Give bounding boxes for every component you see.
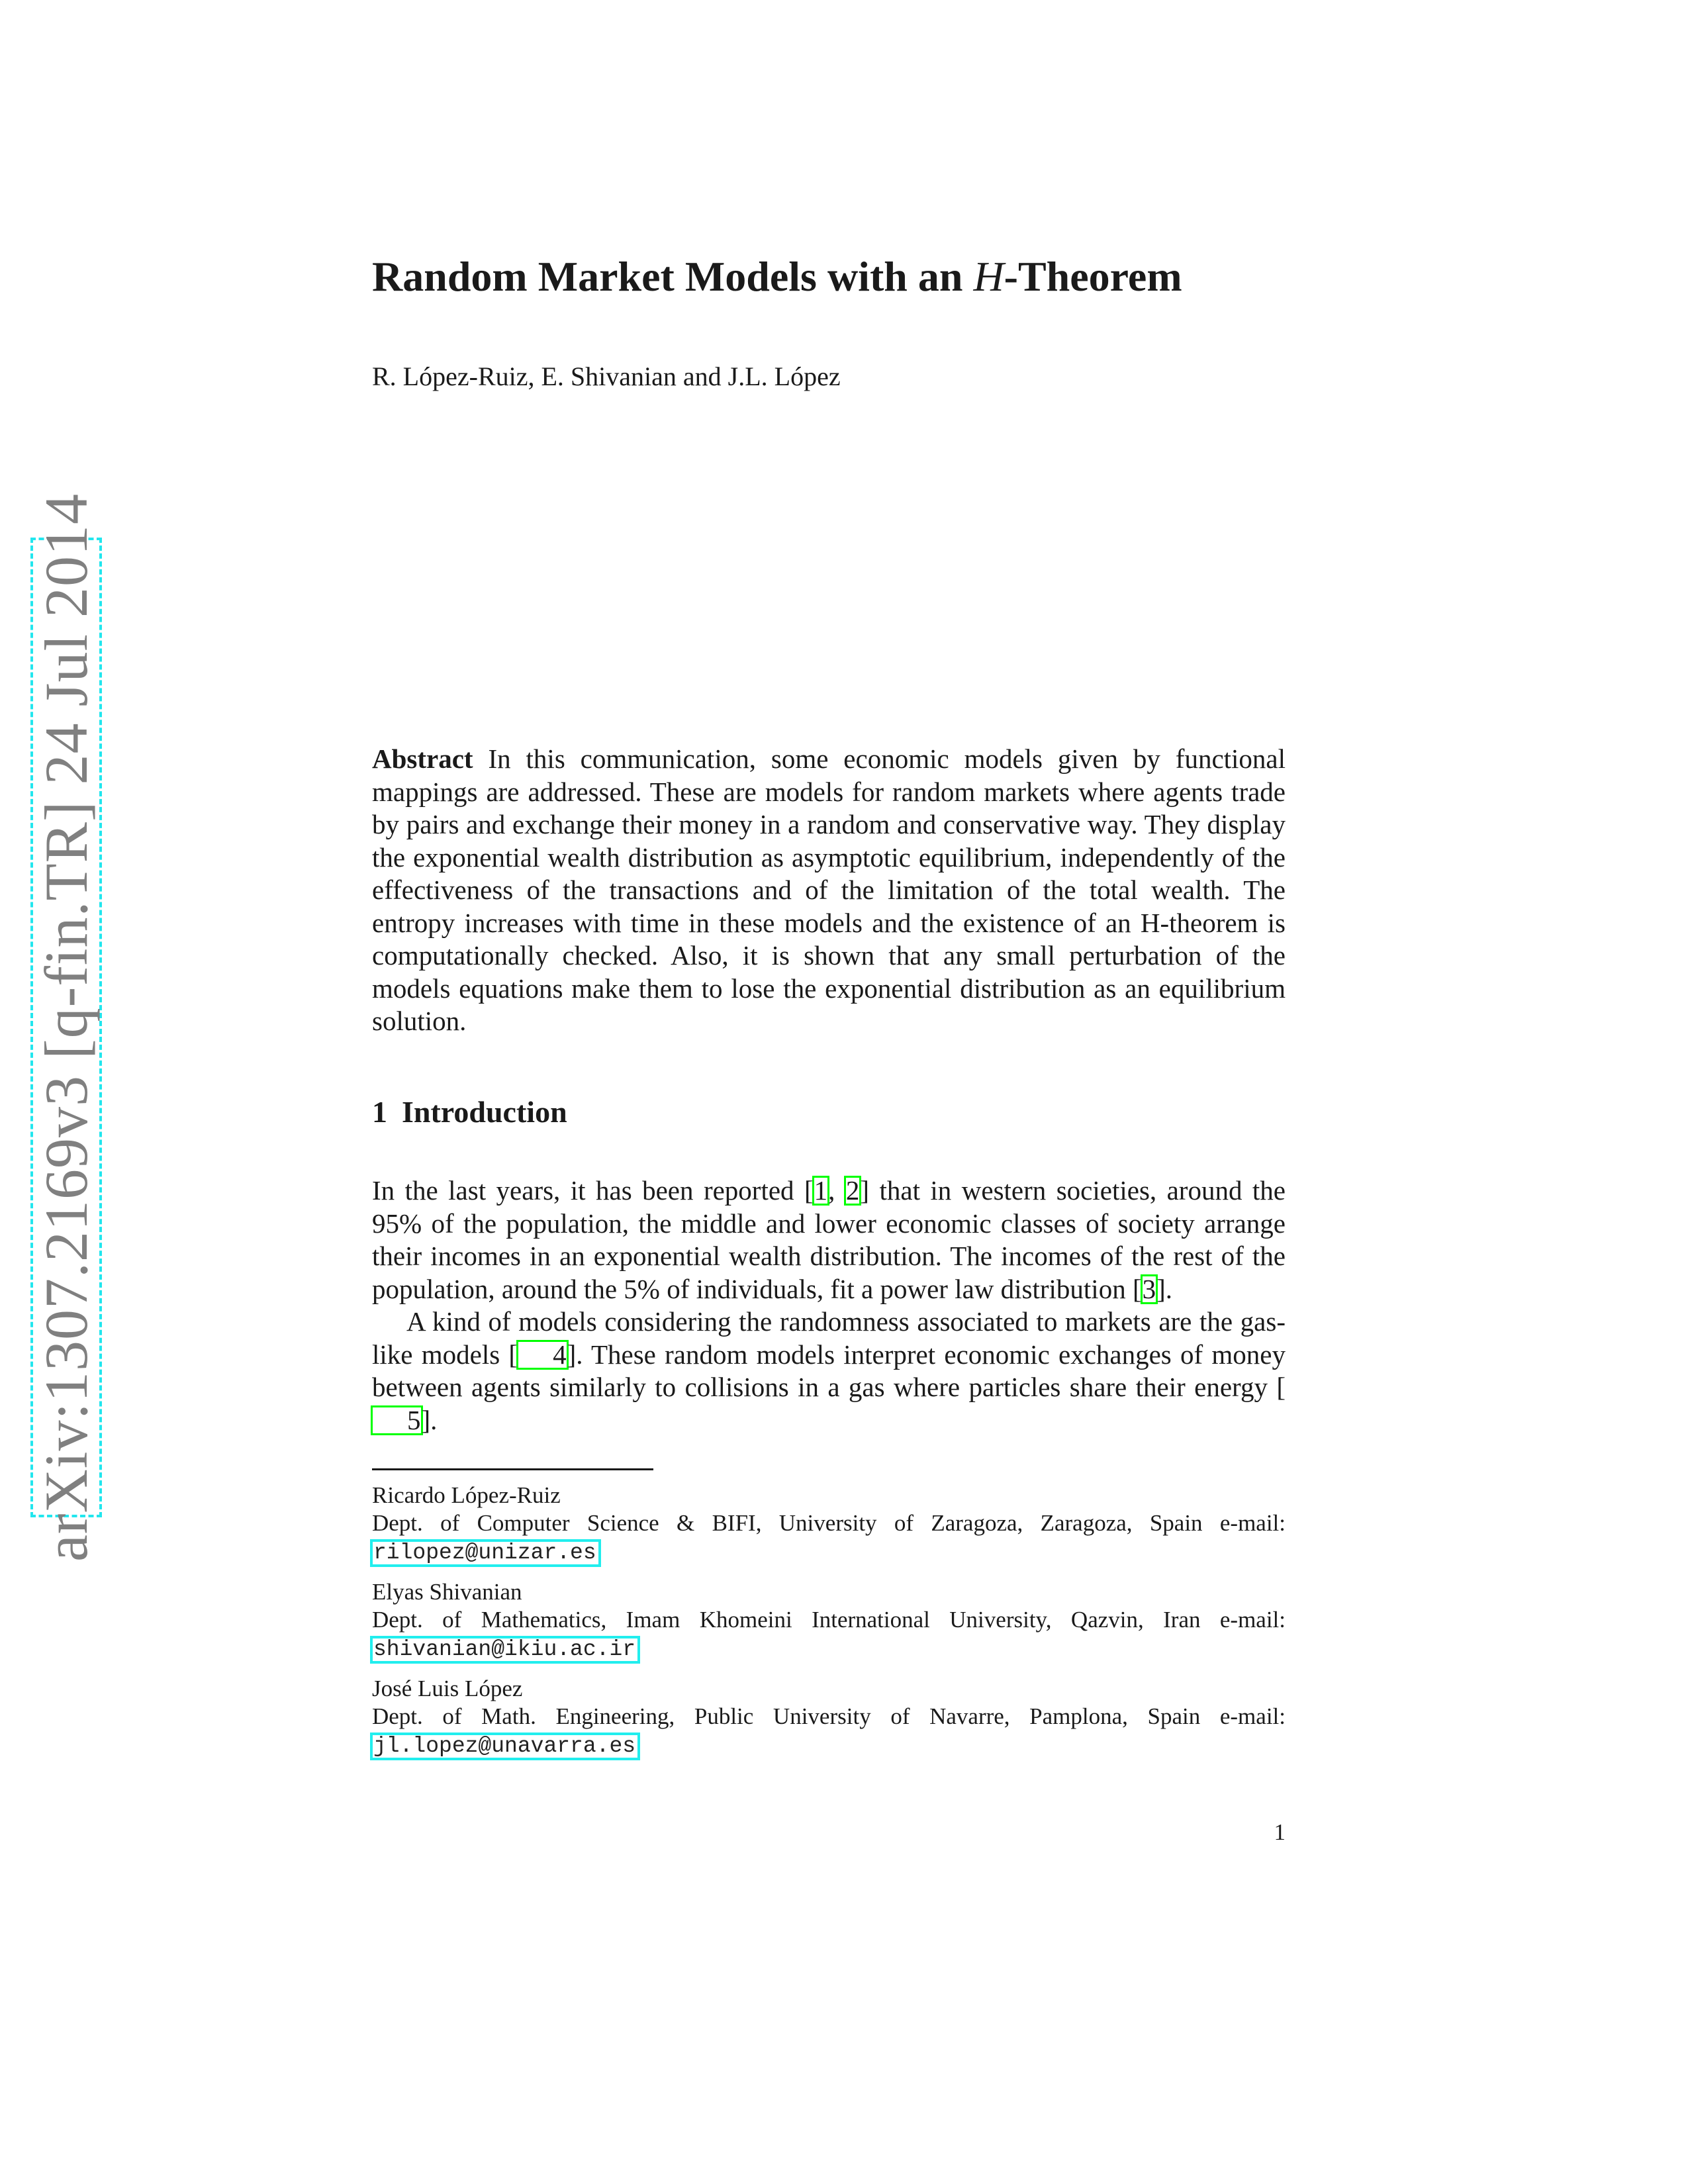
affiliation-author-name: Elyas Shivanian <box>372 1579 522 1605</box>
author-affiliation-1 <box>372 1482 1286 1565</box>
abstract <box>372 743 1286 1038</box>
citation-link-1[interactable]: 1 <box>814 1175 828 1206</box>
author-affiliation-2 <box>372 1578 1286 1662</box>
text-run: ]. These random models interpret economic exchanges of money between agents similarly to collisions in a gas where particles share their energy [ <box>372 1339 1286 1402</box>
email-link[interactable]: shivanian@ikiu.ac.ir <box>372 1638 638 1662</box>
citation-link-4[interactable]: 4 <box>518 1341 567 1368</box>
affiliation-author-name: Ricardo López-Ruiz <box>372 1482 561 1508</box>
text-run: ]. <box>421 1404 438 1435</box>
section-title: Introduction <box>402 1095 567 1129</box>
citation-link-2[interactable]: 2 <box>845 1175 860 1206</box>
affiliation-department: Dept. of Mathematics, Imam Khomeini International University, Qazvin, Iran e-mail: <box>372 1607 1286 1633</box>
author-list: R. López-Ruiz, E. Shivanian and J.L. López <box>372 361 841 391</box>
paper-title <box>372 250 1286 303</box>
page-number: 1 <box>1274 1819 1286 1845</box>
title-prefix: Random Market Models with an <box>372 253 974 300</box>
section-heading-introduction <box>372 1094 1286 1131</box>
footnote-divider <box>372 1468 653 1470</box>
arxiv-identifier-link[interactable]: arXiv:1307.2169v3 [q-fin.TR] 24 Jul 2014 <box>32 493 100 1562</box>
author-affiliation-3 <box>372 1675 1286 1758</box>
introduction-body <box>372 1174 1286 1437</box>
affiliation-department: Dept. of Math. Engineering, Public University of Navarre, Pamplona, Spain e-mail: <box>372 1703 1286 1729</box>
abstract-label: Abstract <box>372 743 473 774</box>
intro-paragraph-2 <box>372 1306 1286 1437</box>
affiliation-department: Dept. of Computer Science & BIFI, University of Zaragoza, Zaragoza, Spain e-mail: <box>372 1510 1286 1536</box>
citation-link-5[interactable]: 5 <box>372 1407 422 1434</box>
affiliation-author-name: José Luis López <box>372 1676 523 1701</box>
title-suffix: -Theorem <box>1004 253 1182 300</box>
email-link[interactable]: jl.lopez@unavarra.es <box>372 1734 638 1758</box>
section-number: 1 <box>372 1095 387 1129</box>
title-italic-h: H <box>973 253 1004 300</box>
text-run: In the last years, it has been reported [ <box>372 1175 814 1206</box>
text-run: ]. <box>1156 1273 1173 1304</box>
text-run: , <box>828 1175 845 1206</box>
abstract-text: In this communication, some economic models given by functional mappings are addressed. These are models for random markets where agents trade by pairs and exchange their money in a random and conservative way. They display the exponential wealth distribution as asymptotic equilibrium, independently of the effectiveness of the transactions and of the limitation of the total wealth. The entropy increases with time in these models and the existence of an H-theorem is computationally checked. Also, it is shown that any small perturbation of the models equations make them to lose the exponential distribution as an equilibrium solution. <box>372 743 1286 1036</box>
text-run: A kind of models considering the randomness associated to markets are the gas-like models [ <box>372 1306 1286 1370</box>
citation-link-3[interactable]: 3 <box>1142 1273 1156 1304</box>
text-run: ] that in western societies, around the 95% of the population, the middle and lower economic classes of society arrange their incomes in an exponential wealth distribution. The incomes of the rest of the population, around the 5% of individuals, fit a power law distribution [ <box>372 1175 1286 1304</box>
intro-paragraph-1 <box>372 1174 1286 1306</box>
email-link[interactable]: rilopez@unizar.es <box>372 1541 599 1565</box>
